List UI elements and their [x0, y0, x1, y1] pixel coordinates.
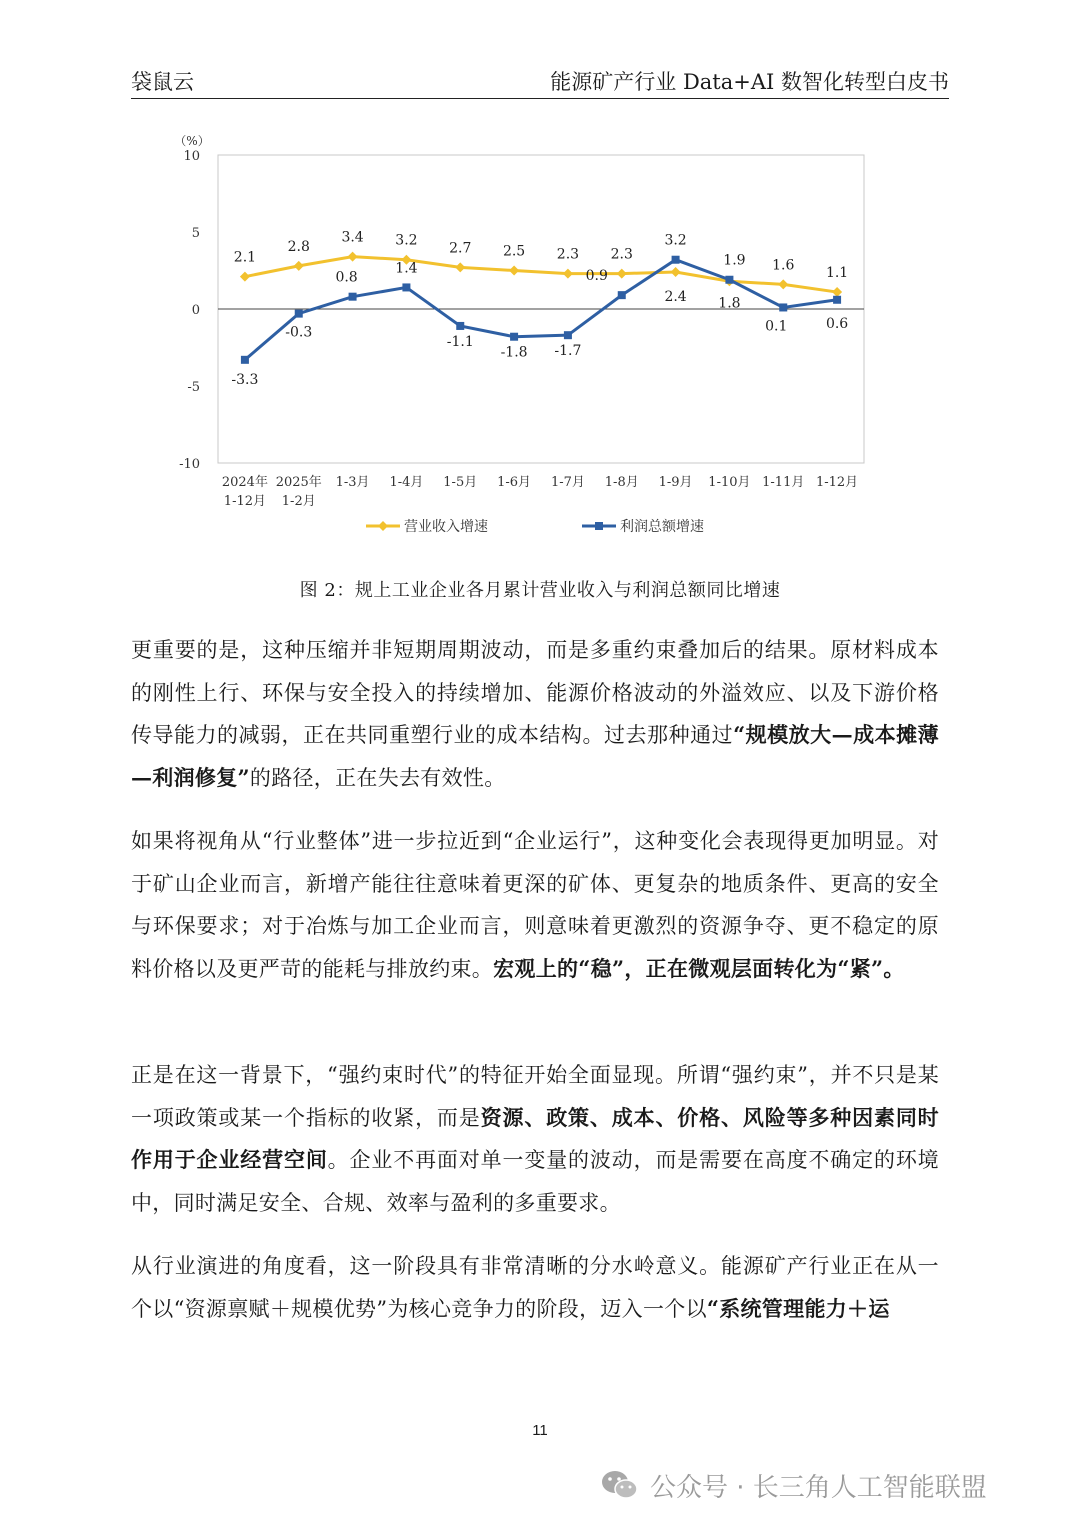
watermark-text: 公众号 · 长三角人工智能联盟	[650, 1472, 987, 1503]
header-doc-title: 能源矿产行业 Data+AI 数智化转型白皮书	[550, 70, 949, 94]
profit-data-label: -3.3	[231, 371, 259, 388]
p2-bold-1: 宏观上的“稳”，正在微观层面转化为“紧”。	[493, 955, 905, 981]
y-tick-label: -5	[187, 380, 200, 395]
x-tick-label: 1-12月	[815, 475, 859, 490]
profit-point	[349, 293, 357, 301]
p1-text-1: 更重要的是，这种压缩并非短期周期波动，而是多重约束叠加后的结果。原材料成本的刚性上行、环保与安全投入的持续增加、能源价格波动的外溢效应、以及下游价格传导能力的减弱，正在共同重塑行业的成本结构。过去那种通过	[131, 638, 939, 747]
p4-bold-1: “系统管理能力＋运	[706, 1295, 890, 1321]
y-tick-label: -10	[179, 457, 200, 472]
x-tick-label: 1-12月	[223, 494, 267, 509]
revenue-data-label: 3.2	[395, 232, 418, 249]
profit-point	[295, 310, 303, 318]
revenue-point	[294, 261, 304, 271]
paragraph-2	[131, 820, 939, 990]
p1-bold-1: “规模放大—成本摊薄—利润修复”	[131, 722, 939, 790]
page-header	[131, 62, 949, 99]
header-brand: 袋鼠云	[131, 70, 194, 94]
p2-text-1: 如果将视角从“行业整体”进一步拉近到“企业运行”，这种变化会表现得更加明显。对于矿山企业而言，新增产能往往意味着更深的矿体、更复杂的地质条件、更高的安全与环保要求；对于冶炼与加工企业而言，则意味着更激烈的资源争夺、更不稳定的原料价格以及更严苛的能耗与排放约束。	[131, 829, 939, 981]
revenue-point	[348, 252, 358, 262]
profit-point	[833, 296, 841, 304]
paragraph-1	[131, 629, 939, 799]
profit-data-label: -1.8	[500, 344, 528, 361]
x-tick-label: 1-3月	[335, 475, 370, 490]
revenue-point	[617, 269, 627, 279]
profit-data-label: 0.1	[765, 318, 788, 335]
profit-data-label: -1.7	[554, 343, 582, 360]
profit-data-label: 3.2	[664, 232, 687, 249]
revenue-point	[563, 269, 573, 279]
x-tick-label: 2025年	[275, 475, 322, 490]
revenue-data-label: 2.3	[556, 246, 580, 263]
legend-marker	[378, 521, 388, 531]
profit-point	[672, 256, 680, 264]
revenue-data-label: 2.5	[502, 243, 526, 260]
x-tick-label: 1-10月	[708, 475, 751, 490]
revenue-data-label: 1.8	[718, 295, 741, 312]
profit-point	[510, 333, 518, 341]
profit-data-label: -1.1	[446, 333, 474, 350]
profit-growth-line	[245, 260, 837, 360]
p3-text-2: 。企业不再面对单一变量的波动，而是需要在高度不确定的环境中，同时满足安全、合规、效率与盈利的多重要求。	[131, 1148, 939, 1215]
x-tick-label: 1-5月	[443, 475, 478, 490]
profit-point	[456, 322, 464, 330]
revenue-data-label: 2.4	[664, 289, 687, 306]
x-tick-label: 2024年	[221, 475, 268, 490]
profit-data-label: 1.4	[395, 260, 418, 277]
revenue-growth-line	[245, 257, 837, 292]
revenue-point	[455, 262, 465, 272]
p1-text-2: 的路径，正在失去有效性。	[249, 765, 506, 790]
paragraph-4	[131, 1245, 939, 1330]
x-tick-label: 1-8月	[604, 475, 639, 490]
revenue-data-label: 3.4	[341, 229, 364, 246]
legend-marker	[595, 522, 603, 530]
revenue-data-label: 1.6	[772, 257, 795, 274]
x-tick-label: 1-9月	[658, 475, 693, 490]
revenue-point	[778, 279, 788, 289]
profit-data-label: 0.8	[335, 269, 358, 286]
profit-point	[779, 303, 787, 311]
x-tick-label: 1-6月	[497, 475, 532, 490]
profit-data-label: 1.9	[723, 252, 746, 269]
x-tick-label: 1-4月	[389, 475, 424, 490]
revenue-data-label: 1.1	[825, 265, 849, 282]
y-tick-label: 0	[191, 303, 200, 318]
paragraph-3	[131, 1054, 939, 1224]
p3-text-1: 正是在这一背景下，“强约束时代”的特征开始全面显现。所谓“强约束”，并不只是某一项政策或某一个指标的收紧，而是	[131, 1063, 939, 1130]
p4-text-1: 从行业演进的角度看，这一阶段具有非常清晰的分水岭意义。能源矿产行业正在从一个以“资源禀赋＋规模优势”为核心竞争力的阶段，迈入一个以	[131, 1254, 939, 1321]
y-unit-label: （%）	[174, 134, 210, 148]
x-tick-label: 1-2月	[281, 494, 316, 509]
profit-point	[725, 276, 733, 284]
wechat-icon	[600, 1468, 640, 1502]
revenue-point	[832, 287, 842, 297]
y-tick-label: 5	[191, 226, 200, 241]
revenue-data-label: 2.3	[610, 246, 633, 263]
legend-entry: 利润总额增速	[620, 519, 704, 535]
revenue-point	[671, 267, 681, 277]
watermark	[600, 1463, 987, 1507]
revenue-data-label: 2.7	[449, 240, 472, 257]
revenue-data-label: 2.8	[287, 238, 310, 255]
profit-data-label: 0.9	[585, 268, 608, 285]
legend-entry: 营业收入增速	[404, 519, 488, 535]
page-number: 11	[532, 1422, 548, 1439]
x-tick-label: 1-11月	[762, 475, 805, 490]
y-tick-label: 10	[183, 149, 200, 164]
profit-point	[402, 283, 410, 291]
profit-data-label: 0.6	[825, 315, 849, 332]
profit-data-label: -0.3	[285, 324, 313, 341]
revenue-point	[240, 272, 250, 282]
growth-line-chart	[170, 128, 890, 568]
profit-point	[618, 291, 626, 299]
x-tick-label: 1-7月	[550, 475, 585, 490]
profit-point	[241, 356, 249, 364]
profit-point	[564, 331, 572, 339]
figure-caption: 图 2：规上工业企业各月累计营业收入与利润总额同比增速	[299, 580, 781, 601]
revenue-point	[509, 266, 519, 276]
p3-bold-1: 资源、政策、成本、价格、风险等多种因素同时作用于企业经营空间	[131, 1104, 939, 1172]
revenue-data-label: 2.1	[233, 249, 257, 266]
